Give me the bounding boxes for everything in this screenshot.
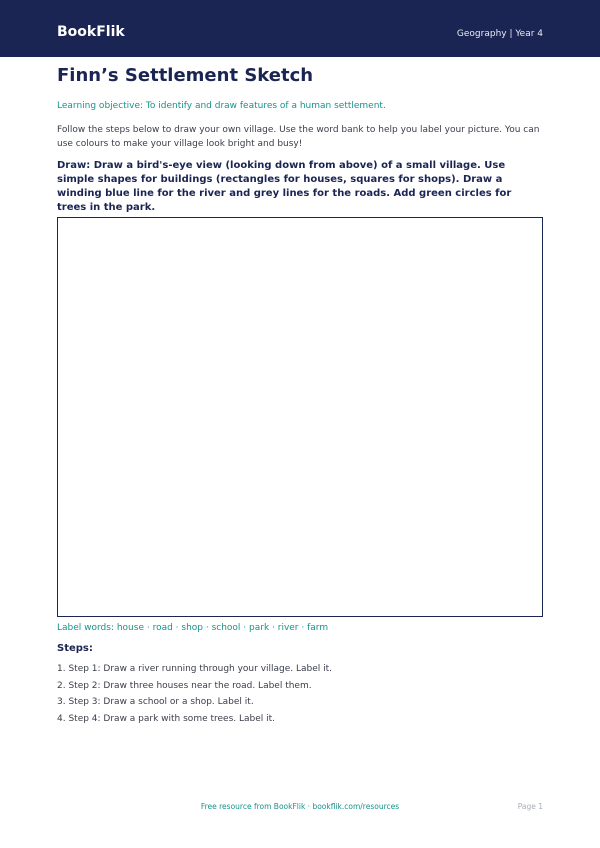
step-item: 1. Step 1: Draw a river running through your village. Label it.	[57, 664, 333, 674]
page-title: Finn’s Settlement Sketch	[57, 65, 314, 86]
steps-heading: Steps:	[57, 643, 93, 654]
step-item: 3. Step 3: Draw a school or a shop. Label it.	[57, 697, 254, 707]
brand-logo: BookFlik	[57, 24, 125, 40]
drawing-area[interactable]	[57, 217, 543, 617]
page-header	[0, 0, 600, 57]
subject-year-label: Geography | Year 4	[456, 29, 543, 39]
draw-instruction: Draw: Draw a bird's-eye view (looking down from above) of a small village. Use simple shapes for buildings (rectangles for houses, squares for shops). Draw a winding blue line for the river and grey lines for the roads. Add green circles for trees in the park.	[57, 160, 512, 213]
step-item: 2. Step 2: Draw three houses near the road. Label them.	[57, 680, 312, 691]
learning-objective: Learning objective: To identify and draw features of a human settlement.	[57, 101, 386, 111]
footer-credit: Free resource from BookFlik · bookflik.com/resources	[200, 802, 400, 811]
steps-list	[57, 661, 332, 727]
label-word-bank: Label words: house · road · shop · school · park · river · farm	[57, 623, 329, 633]
step-item: 4. Step 4: Draw a park with some trees. Label it.	[57, 713, 276, 724]
page-number: Page 1	[517, 802, 543, 811]
intro-text: Follow the steps below to draw your own village. Use the word bank to help you label your picture. You can use colours to make your village look bright and busy!	[57, 125, 540, 149]
